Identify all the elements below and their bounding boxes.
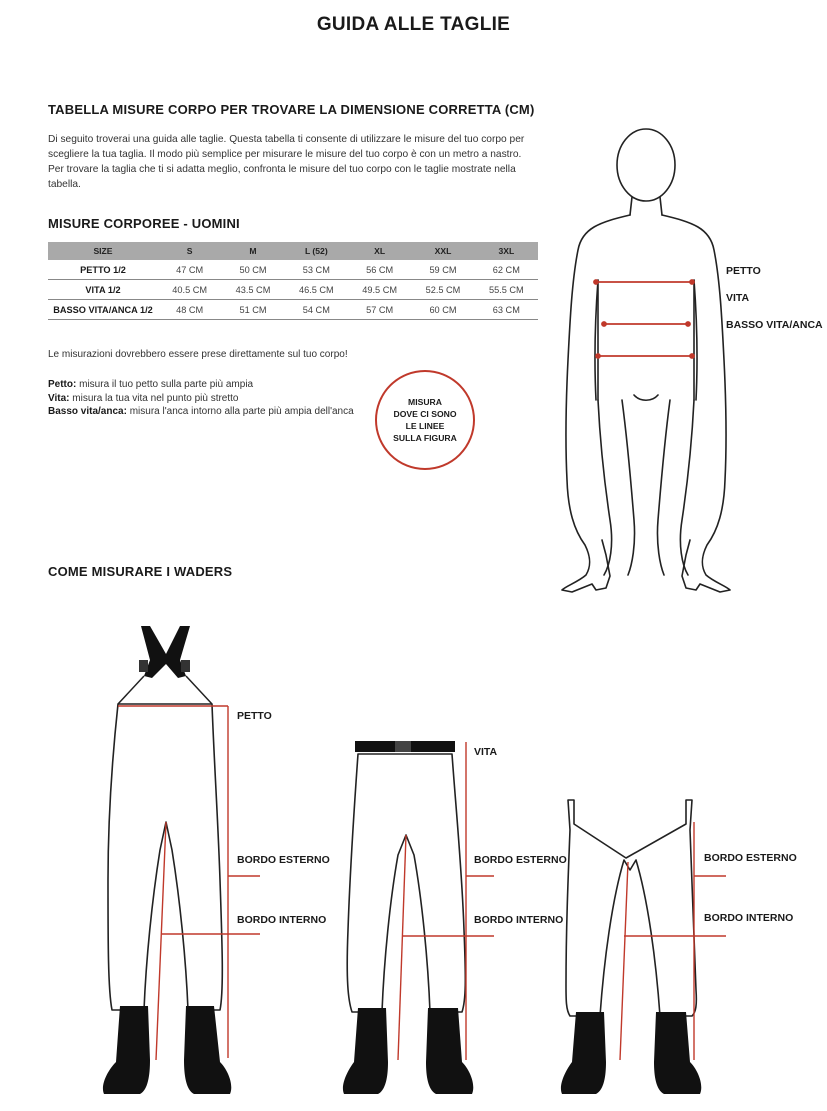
definition-text: misura il tuo petto sulla parte più ampia: [76, 379, 254, 390]
table-header-cell: 3XL: [475, 242, 538, 260]
table-cell: 49.5 CM: [348, 280, 411, 300]
section-heading-body-table: TABELLA MISURE CORPO PER TROVARE LA DIMENSIONE CORRETTA (CM): [48, 102, 535, 117]
definition-text: misura l'anca intorno alla parte più ampia dell'anca: [126, 406, 354, 417]
table-cell: 63 CM: [475, 300, 538, 320]
table-header-cell: SIZE: [48, 242, 158, 260]
table-cell: 53 CM: [285, 260, 348, 280]
wader-label-bordo-interno: BORDO INTERNO: [237, 914, 327, 926]
wader-label-vita: VITA: [474, 746, 498, 758]
table-header-cell: XL: [348, 242, 411, 260]
table-header-cell: S: [158, 242, 221, 260]
body-label-petto: PETTO: [726, 265, 761, 277]
wader-label-petto: PETTO: [237, 710, 272, 722]
wader-label-bordo-esterno: BORDO ESTERNO: [704, 852, 797, 864]
table-cell: 56 CM: [348, 260, 411, 280]
table-cell: 52.5 CM: [411, 280, 474, 300]
table-cell: 50 CM: [221, 260, 284, 280]
table-cell: 59 CM: [411, 260, 474, 280]
wader-label-bordo-interno: BORDO INTERNO: [704, 912, 794, 924]
table-cell: 48 CM: [158, 300, 221, 320]
intro-paragraph: Di seguito troverai una guida alle taglie. Questa tabella ti consente di utilizzare le misure del tuo corpo per scegliere la tua taglia. Il modo più semplice per misurare le misure del tuo corpo è con un metro a nastro. Per trovare la taglia che ti si adatta meglio, confronta le misure del tuo corpo con le taglie mostrate nella tabella.: [48, 134, 525, 190]
circle-note-line: SULLA FIGURA: [393, 433, 457, 443]
size-table-heading: MISURE CORPOREE - UOMINI: [48, 216, 240, 231]
table-cell: 54 CM: [285, 300, 348, 320]
wader-label-bordo-esterno: BORDO ESTERNO: [474, 854, 567, 866]
table-cell: 43.5 CM: [221, 280, 284, 300]
page-title: GUIDA ALLE TAGLIE: [316, 14, 511, 35]
waist-wader-figure: [343, 741, 494, 1094]
row-label: BASSO VITA/ANCA 1/2: [48, 300, 158, 320]
definition-term: Petto:: [48, 379, 77, 390]
body-label-vita: VITA: [726, 292, 750, 304]
table-header-cell: L (52): [285, 242, 348, 260]
table-header-cell: M: [221, 242, 284, 260]
circle-note-line: MISURA: [408, 397, 442, 407]
circle-note-line: LE LINEE: [405, 421, 445, 431]
definition-term: Vita:: [48, 392, 70, 404]
wader-label-bordo-esterno: BORDO ESTERNO: [237, 854, 330, 866]
definition-term: Basso vita/anca:: [48, 406, 127, 417]
body-label-basso: BASSO VITA/ANCA: [726, 319, 823, 331]
wader-label-bordo-interno: BORDO INTERNO: [474, 914, 564, 926]
table-cell: 57 CM: [348, 300, 411, 320]
row-label: PETTO 1/2: [48, 260, 158, 280]
table-cell: 62 CM: [475, 260, 538, 280]
table-cell: 60 CM: [411, 300, 474, 320]
definition-text: misura la tua vita nel punto più stretto: [69, 392, 239, 404]
row-label: VITA 1/2: [48, 280, 158, 300]
table-header-cell: XXL: [411, 242, 474, 260]
table-cell: 40.5 CM: [158, 280, 221, 300]
table-cell: 47 CM: [158, 260, 221, 280]
table-cell: 51 CM: [221, 300, 284, 320]
thigh-wader-figure: [561, 800, 726, 1094]
measurement-note: Le misurazioni dovrebbero essere prese direttamente sul tuo corpo!: [48, 349, 348, 360]
table-cell: 55.5 CM: [475, 280, 538, 300]
circle-note-line: DOVE CI SONO: [393, 409, 457, 419]
waders-heading: COME MISURARE I WADERS: [48, 564, 233, 579]
table-cell: 46.5 CM: [285, 280, 348, 300]
